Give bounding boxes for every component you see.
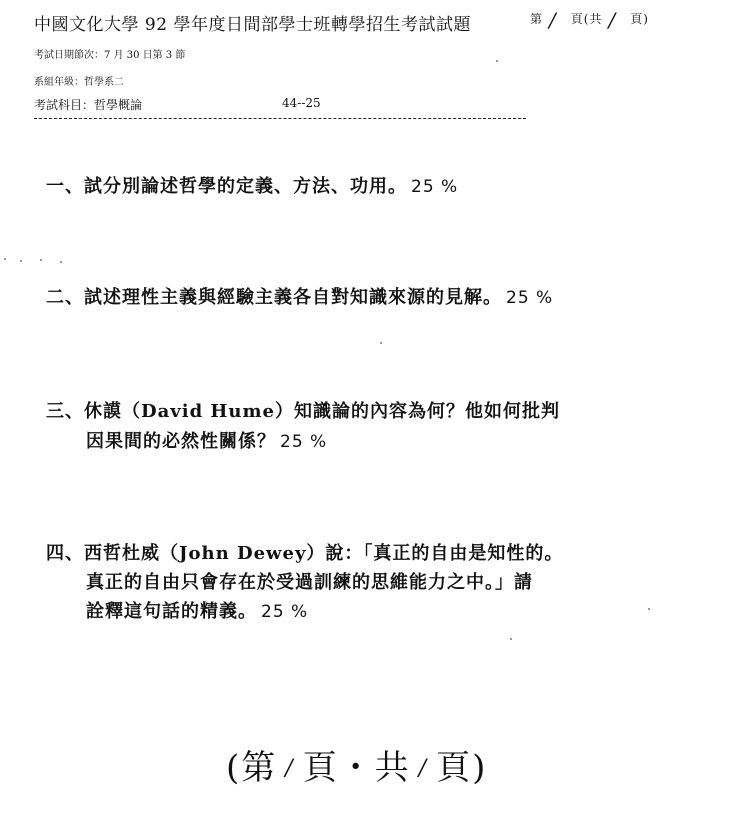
page-number: / xyxy=(549,8,557,32)
question-3-text: 因果間的必然性關係？ xyxy=(86,431,276,452)
page-indicator xyxy=(530,8,649,32)
question-4-line-1: 四、西哲杜威（John Dewey）說：「真正的自由是知性的。 xyxy=(46,543,564,564)
footer-close: 頁) xyxy=(436,748,488,788)
question-4-line-3 xyxy=(86,595,308,629)
question-4-score: 25 % xyxy=(261,602,309,622)
scan-speck xyxy=(648,608,650,610)
page-word: 頁(共 xyxy=(570,12,603,26)
scan-speck xyxy=(4,258,6,260)
footer-page-indicator xyxy=(226,740,487,789)
question-4-line-2: 真正的自由只會存在於受過訓練的思維能力之中。」請 xyxy=(86,572,533,593)
total-pages: / xyxy=(608,8,617,32)
exam-subject: 考試科目：哲學概論 xyxy=(34,98,143,112)
scan-speck xyxy=(40,259,42,261)
footer-page-word: 頁・共 xyxy=(302,748,411,788)
question-3-score: 25 % xyxy=(280,432,328,452)
exam-title: 中國文化大學 92 學年度日間部學士班轉學招生考試試題 xyxy=(34,15,471,35)
question-1-score: 25 % xyxy=(411,177,459,197)
subject-code: 44--25 xyxy=(282,96,321,110)
footer-page-number: / xyxy=(285,756,295,781)
scan-speck xyxy=(510,638,512,640)
question-1-text: 一、試分別論述哲學的定義、方法、功用。 xyxy=(46,176,407,197)
question-4-text: 詮釋這句話的精義。 xyxy=(86,601,257,622)
footer-open: (第 xyxy=(226,748,278,788)
scan-speck xyxy=(496,60,498,62)
scan-speck xyxy=(20,260,22,262)
question-2-score: 25 % xyxy=(506,288,554,308)
exam-time: 考試日期節次：7 月 30 日第 3 節 xyxy=(34,50,186,61)
question-2 xyxy=(46,281,553,315)
header-divider xyxy=(34,118,526,119)
question-1 xyxy=(46,170,458,204)
question-3-line-1: 三、休謨（David Hume）知識論的內容為何？他如何批判 xyxy=(46,401,561,422)
department: 系組年級：哲學系二 xyxy=(34,77,124,88)
page-prefix: 第 xyxy=(530,12,544,26)
question-3-line-2 xyxy=(86,425,327,459)
scan-speck xyxy=(60,261,62,263)
footer-total-pages: / xyxy=(418,756,429,781)
scan-speck xyxy=(380,342,382,344)
question-2-text: 二、試述理性主義與經驗主義各自對知識來源的見解。 xyxy=(46,287,502,308)
total-word: 頁) xyxy=(630,12,649,26)
